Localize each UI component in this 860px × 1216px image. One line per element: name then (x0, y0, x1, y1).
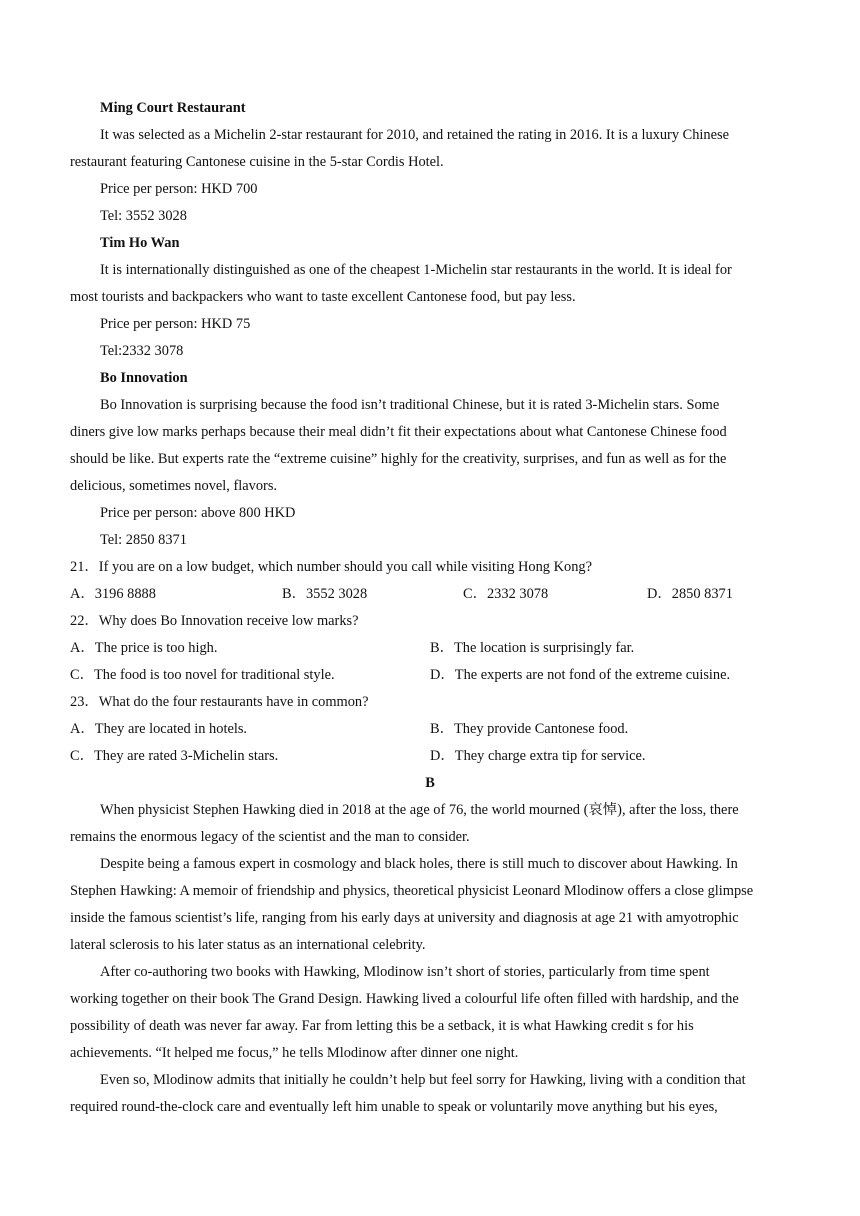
option-d: D．They charge extra tip for service. (430, 748, 646, 764)
restaurant-description: It was selected as a Michelin 2-star restaurant for 2010, and retained the rating in 2016. It is a luxury Chinese (100, 127, 729, 143)
paragraph-line: Despite being a famous expert in cosmology and black holes, there is still much to discover about Hawking. In (100, 856, 738, 872)
paragraph-line: possibility of death was never far away. Far from letting this be a setback, it is what Hawking credit s for his (70, 1018, 694, 1034)
restaurant-description: Bo Innovation is surprising because the food isn’t traditional Chinese, but it is rated 3-Michelin stars. Some (100, 397, 720, 413)
restaurant-price: Price per person: above 800 HKD (100, 505, 296, 521)
question-stem: 23．What do the four restaurants have in common? (70, 694, 369, 710)
restaurant-tel: Tel:2332 3078 (100, 343, 184, 359)
option-b: B．They provide Cantonese food. (430, 721, 629, 737)
option-c: C．They are rated 3-Michelin stars. (70, 748, 279, 764)
restaurant-tel: Tel: 3552 3028 (100, 208, 187, 224)
answer-options (70, 716, 790, 743)
paragraph-line: Even so, Mlodinow admits that initially he couldn’t help but feel sorry for Hawking, living with a condition that (100, 1072, 746, 1088)
answer-options (70, 662, 790, 689)
paragraph-line: When physicist Stephen Hawking died in 2018 at the age of 76, the world mourned (哀悼), after the loss, there (100, 802, 739, 818)
restaurant-description: restaurant featuring Cantonese cuisine in the 5-star Cordis Hotel. (70, 154, 444, 170)
question-stem: 21．If you are on a low budget, which number should you call while visiting Hong Kong? (70, 559, 592, 575)
answer-options (70, 635, 790, 662)
paragraph-line: lateral sclerosis to his later status as an international celebrity. (70, 937, 426, 953)
restaurant-name: Tim Ho Wan (100, 235, 180, 251)
section-heading: B (425, 775, 435, 791)
restaurant-description: most tourists and backpackers who want to taste excellent Cantonese food, but pay less. (70, 289, 576, 305)
restaurant-description: delicious, sometimes novel, flavors. (70, 478, 278, 494)
restaurant-description: diners give low marks perhaps because their meal didn’t fit their expectations about what Cantonese Chinese food (70, 424, 727, 440)
answer-options (70, 743, 790, 770)
paragraph-line: After co-authoring two books with Hawking, Mlodinow isn’t short of stories, particularly from time spent (100, 964, 710, 980)
option-a: A．They are located in hotels. (70, 721, 248, 737)
restaurant-description: It is internationally distinguished as one of the cheapest 1-Michelin star restaurants in the world. It is ideal for (100, 262, 732, 278)
restaurant-price: Price per person: HKD 75 (100, 316, 251, 332)
paragraph-line: achievements. “It helped me focus,” he tells Mlodinow after dinner one night. (70, 1045, 519, 1061)
option-c: C．2332 3078 (463, 586, 549, 602)
option-a: A．The price is too high. (70, 640, 218, 656)
restaurant-price: Price per person: HKD 700 (100, 181, 258, 197)
option-d: D．The experts are not fond of the extreme cuisine. (430, 667, 731, 683)
option-c: C．The food is too novel for traditional style. (70, 667, 335, 683)
paragraph-line: remains the enormous legacy of the scientist and the man to consider. (70, 829, 470, 845)
option-b: B．The location is surprisingly far. (430, 640, 635, 656)
restaurant-name: Bo Innovation (100, 370, 188, 386)
paragraph-line: inside the famous scientist’s life, ranging from his early days at university and diagnosis at age 21 with amyotrophic (70, 910, 739, 926)
paragraph-line: working together on their book The Grand Design. Hawking lived a colourful life often filled with hardship, and the (70, 991, 739, 1007)
restaurant-tel: Tel: 2850 8371 (100, 532, 187, 548)
paragraph-line: required round-the-clock care and eventually left him unable to speak or voluntarily move anything but his eyes, (70, 1099, 718, 1115)
restaurant-name: Ming Court Restaurant (100, 100, 246, 116)
option-b: B．3552 3028 (282, 586, 368, 602)
document-page (70, 95, 790, 1121)
restaurant-description: should be like. But experts rate the “extreme cuisine” highly for the creativity, surprises, and fun as well as for the (70, 451, 727, 467)
question-stem: 22．Why does Bo Innovation receive low marks? (70, 613, 359, 629)
answer-options (70, 581, 790, 608)
option-d: D．2850 8371 (647, 586, 733, 602)
option-a: A．3196 8888 (70, 586, 156, 602)
paragraph-line: Stephen Hawking: A memoir of friendship and physics, theoretical physicist Leonard Mlodinow offers a close glimpse (70, 883, 754, 899)
